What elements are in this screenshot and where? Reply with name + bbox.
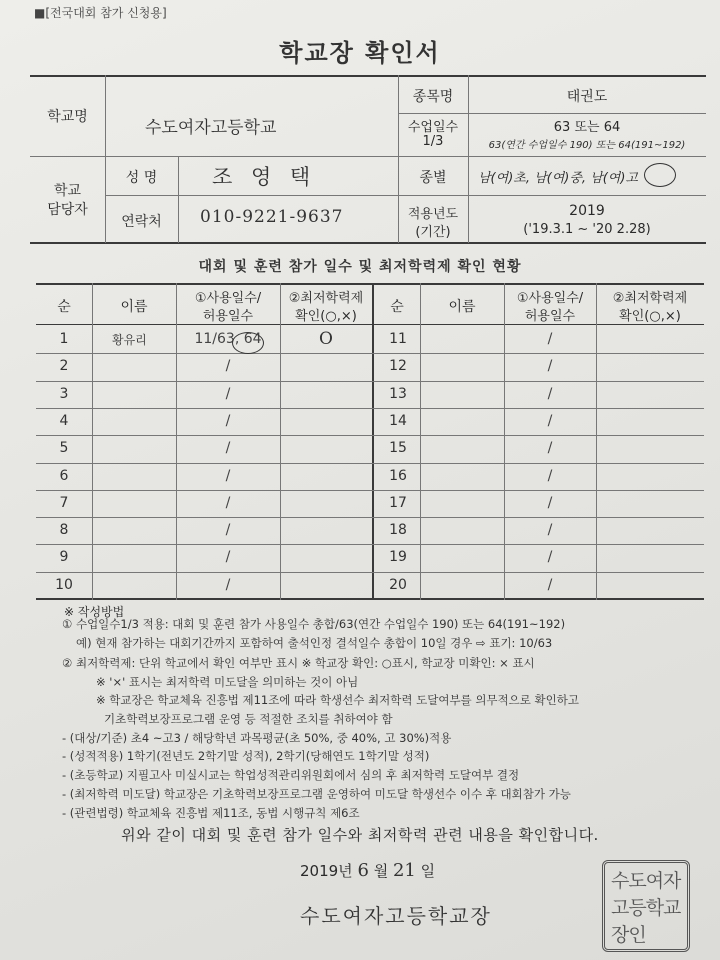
col-days-right-2: 허용일수 (524, 309, 576, 324)
row-number-right: 17 (389, 495, 407, 511)
row-days-right: / (547, 413, 553, 429)
row-days-right: / (547, 440, 553, 456)
school-value: 수도여자고등학교 (145, 118, 277, 138)
row-number-right: 13 (389, 386, 407, 402)
row-days: / (225, 522, 231, 538)
note-line: 기초학력보장프로그램 운영 등 적절한 조치를 취하여야 함 (104, 712, 393, 726)
col-days-right: ①사용일수/ (516, 291, 584, 306)
col-name-right: 이름 (448, 299, 476, 315)
name-label: 성 명 (125, 170, 158, 186)
col-min-right-2: 확인(○,×) (619, 309, 681, 324)
note-line: - (초등학교) 지필고사 미실시교는 학업성적관리위원회에서 심의 후 최저학력 도달여부 결정 (62, 768, 520, 782)
row-number: 7 (59, 495, 69, 511)
event-label: 종목명 (412, 89, 454, 105)
person-label: 학교 (53, 183, 82, 199)
year-period: ('19.3.1 ~ '20 2.28) (523, 222, 651, 237)
contact-label: 연락처 (121, 214, 162, 230)
person-label-2: 담당자 (47, 202, 88, 218)
row-days: / (225, 577, 231, 593)
school-label: 학교명 (47, 109, 88, 125)
principal-signature: 수도여자고등학교장 (300, 904, 492, 928)
note-line: 예) 현재 참가하는 대회기간까지 포함하여 출석인정 결석일수 총합이 10일 경우 ⇨ 표기: 10/63 (76, 636, 553, 650)
row-days: / (225, 495, 231, 511)
row-number: 9 (59, 549, 69, 565)
row-number: 6 (59, 468, 69, 484)
row-number-right: 18 (389, 522, 407, 538)
row-days: / (225, 413, 231, 429)
date-day: 21 (392, 860, 416, 881)
event-value: 태권도 (566, 89, 608, 105)
allowed-days-circle (232, 332, 264, 354)
row-number: 3 (59, 386, 69, 402)
row-number-right: 12 (389, 358, 407, 374)
row-days: / (225, 468, 231, 484)
note-line: - (성적적용) 1학기(전년도 2학기말 성적), 2학기(당해연도 1학기말 성적) (62, 749, 430, 763)
row-days-right: / (547, 386, 553, 402)
document-title: 학교장 확인서 (279, 39, 441, 67)
row-days: / (225, 440, 231, 456)
confirm-statement: 위와 같이 대회 및 훈련 참가 일수와 최저학력 관련 내용을 확인합니다. (121, 826, 599, 844)
row-days: 11/63, 64 (194, 331, 262, 347)
gender-selected-circle (644, 163, 676, 187)
row-number: 10 (55, 577, 73, 593)
gender-value: 남(여)초, 남(여)중, 남(여)고 (478, 171, 638, 186)
row-days-right: / (547, 495, 553, 511)
contact-value: 010-9221-9637 (200, 207, 344, 227)
row-number: 2 (59, 358, 69, 374)
col-min-2: 확인(○,×) (295, 309, 357, 324)
col-no-right: 순 (390, 299, 404, 315)
row-number-right: 11 (389, 331, 407, 347)
col-days: ①사용일수/ (194, 291, 262, 306)
date-month: 6 (357, 860, 369, 881)
col-name: 이름 (120, 299, 148, 315)
row-number-right: 19 (389, 549, 407, 565)
row-name: 황유리 (112, 333, 147, 347)
row-number: 4 (59, 413, 69, 429)
row-days: / (225, 549, 231, 565)
note-line: - (대상/기준) 초4 ~고3 / 해당학년 과목평균(초 50%, 중 40%, 고 30%)적용 (62, 731, 452, 745)
year-label: 적용년도 (407, 207, 459, 222)
row-check: O (319, 329, 333, 349)
year-label-period: (기간) (415, 225, 451, 240)
name-value: 조 영 택 (212, 165, 317, 189)
row-days-right: / (547, 577, 553, 593)
note-line: ※ '×' 표시는 최저학력 미도달을 의미하는 것이 아님 (96, 675, 359, 689)
document-tag: ■[전국대회 참가 신청용] (34, 6, 167, 20)
days-value: 63 또는 64 (553, 120, 621, 135)
col-min-right: ②최저학력제 (612, 291, 688, 306)
date-line (300, 860, 435, 881)
row-number-right: 15 (389, 440, 407, 456)
note-line: - (최저학력 미도달) 학교장은 기초학력보장프로그램 운영하여 미도달 학생선수 이수 후 대회참가 가능 (62, 787, 571, 801)
row-number-right: 20 (389, 577, 407, 593)
gender-label: 종별 (419, 170, 447, 186)
school-seal (602, 860, 690, 952)
date-day-unit: 일 (420, 862, 436, 880)
note-line: - (관련법령) 학교체육 진흥법 제11조, 동법 시행규칙 제6조 (62, 806, 360, 820)
date-month-unit: 월 (373, 862, 389, 880)
row-number-right: 14 (389, 413, 407, 429)
section-title: 대회 및 훈련 참가 일수 및 최저학력제 확인 현황 (198, 259, 522, 275)
col-days-2: 허용일수 (202, 309, 254, 324)
row-days: / (225, 358, 231, 374)
row-days-right: / (547, 522, 553, 538)
days-value-detail: 63(연간 수업일수 190) 또는 64(191~192) (488, 140, 686, 151)
note-line: ① 수업일수1/3 적용: 대회 및 훈련 참가 사용일수 총합/63(연간 수업일수 190) 또는 64(191~192) (62, 617, 566, 631)
row-number: 8 (59, 522, 69, 538)
row-days-right: / (547, 331, 553, 347)
row-days-right: / (547, 358, 553, 374)
col-no: 순 (57, 299, 71, 315)
notes-heading: ※ 작성방법 (64, 605, 125, 619)
days-label-fraction: 1/3 (422, 134, 444, 149)
year-value: 2019 (569, 203, 605, 219)
row-number-right: 16 (389, 468, 407, 484)
date-year: 2019년 (300, 862, 353, 880)
col-min: ②최저학력제 (288, 291, 364, 306)
row-number: 5 (59, 440, 69, 456)
row-days-right: / (547, 549, 553, 565)
note-line: ※ 학교장은 학교체육 진흥법 제11조에 따라 학생선수 최저학력 도달여부를 의무적으로 확인하고 (96, 693, 579, 707)
days-label: 수업일수 (407, 120, 459, 135)
row-days-right: / (547, 468, 553, 484)
seal-text: 수도여자고등학교장인 (611, 870, 681, 946)
row-number: 1 (59, 331, 69, 347)
row-days: / (225, 386, 231, 402)
note-line: ② 최저학력제: 단위 학교에서 확인 여부만 표시 ※ 학교장 확인: ○표시, 학교장 미확인: × 표시 (62, 656, 535, 670)
